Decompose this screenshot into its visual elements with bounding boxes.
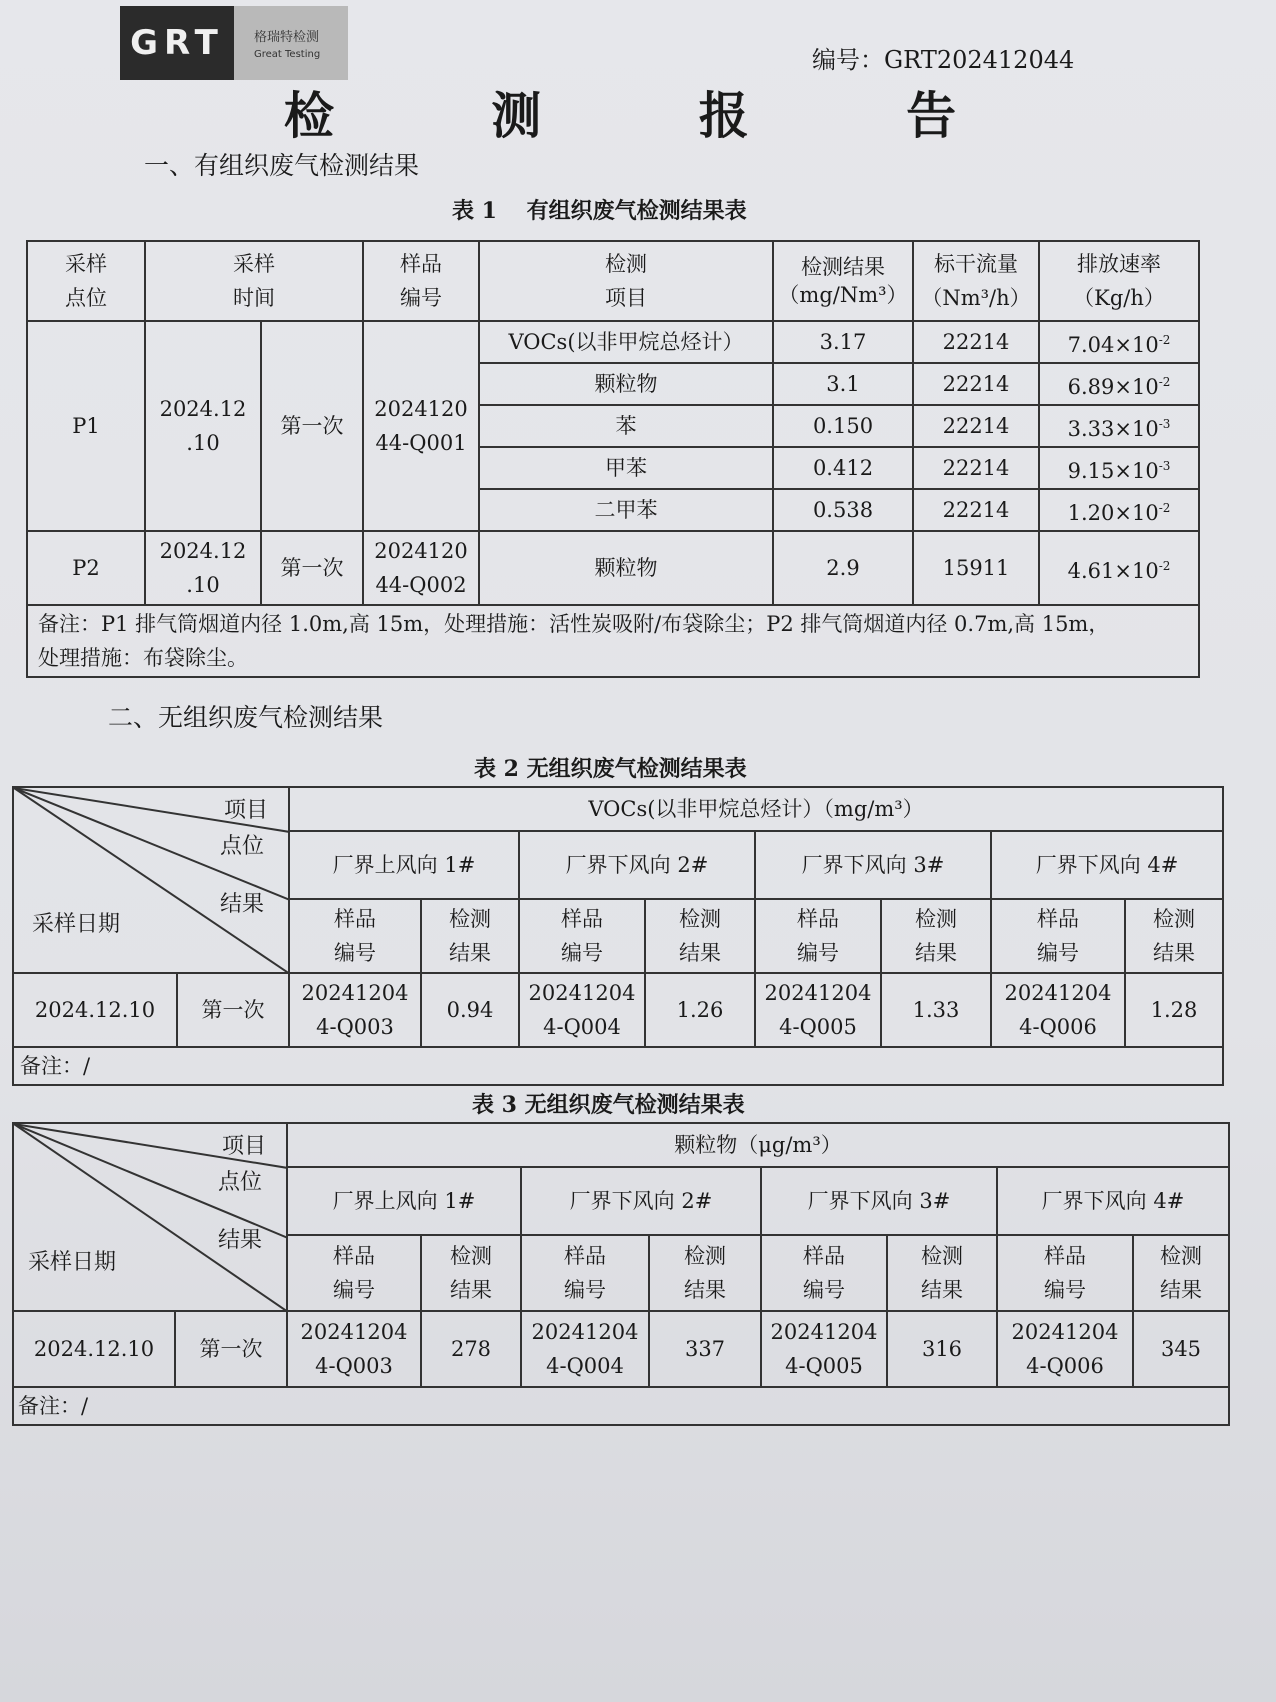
p1-times: 第一次 — [261, 321, 363, 531]
test-result: 278 — [421, 1311, 521, 1387]
p2-result: 2.9 — [773, 531, 913, 605]
header-flow: 标干流量 （Nm³/h） — [913, 241, 1039, 321]
header-sampling-time: 采样 时间 — [145, 241, 363, 321]
table-row — [27, 321, 1199, 363]
sample-no: 20241204 4-Q006 — [997, 1311, 1133, 1387]
sub-sample: 样品 编号 — [755, 899, 881, 973]
p1-flow: 22214 — [913, 321, 1039, 363]
header-result: 检测结果 （mg/Nm³） — [773, 241, 913, 321]
p1-result: 0.150 — [773, 405, 913, 447]
sub-result: 检测 结果 — [421, 899, 519, 973]
sampling-date: 2024.12.10 — [13, 973, 177, 1047]
sample-no: 20241204 4-Q003 — [287, 1311, 421, 1387]
test-result: 1.26 — [645, 973, 755, 1047]
report-number: 编号：GRT202412044 — [812, 46, 1075, 74]
p1-rate: $6.89\times 10^{-2}$ — [1039, 363, 1199, 405]
sub-sample: 样品 编号 — [289, 899, 421, 973]
p1-flow: 22214 — [913, 489, 1039, 531]
p1-item: 二甲苯 — [479, 489, 773, 531]
table-2-note: 备注：/ — [13, 1047, 1223, 1085]
table-1 — [26, 240, 1200, 678]
p2-flow: 15911 — [913, 531, 1039, 605]
logo-mark: GRT — [120, 6, 234, 80]
test-result: 1.33 — [881, 973, 991, 1047]
p1-item: 甲苯 — [479, 447, 773, 489]
logo-text — [234, 6, 348, 80]
sub-sample: 样品 编号 — [287, 1235, 421, 1311]
corner-result-label: 结果 — [218, 1228, 263, 1253]
logo-en: Great Testing — [254, 49, 321, 60]
sample-no: 20241204 4-Q003 — [289, 973, 421, 1047]
sub-result: 检测 结果 — [887, 1235, 997, 1311]
sub-result: 检测 结果 — [649, 1235, 761, 1311]
sampling-times: 第一次 — [175, 1311, 287, 1387]
p1-item: VOCs(以非甲烷总烃计） — [479, 321, 773, 363]
sub-result: 检测 结果 — [1133, 1235, 1229, 1311]
document-title: 检 测 报 告 — [283, 86, 1027, 145]
test-result: 337 — [649, 1311, 761, 1387]
table-3-caption: 表 3 无组织废气检测结果表 — [472, 1092, 745, 1118]
section-1-heading: 一、有组织废气检测结果 — [144, 151, 420, 180]
p1-rate: $1.20\times 10^{-2}$ — [1039, 489, 1199, 531]
table-1-header-row — [27, 241, 1199, 321]
corner-date-label: 采样日期 — [32, 912, 121, 937]
p1-result: 0.412 — [773, 447, 913, 489]
test-result: 316 — [887, 1311, 997, 1387]
corner-date-label: 采样日期 — [28, 1250, 117, 1275]
sample-no: 20241204 4-Q004 — [519, 973, 645, 1047]
p1-item: 苯 — [479, 405, 773, 447]
sub-result: 检测 结果 — [881, 899, 991, 973]
table-2-parameter: VOCs(以非甲烷总烃计）（mg/m³） — [289, 787, 1223, 831]
table-3 — [12, 1122, 1230, 1426]
sub-result: 检测 结果 — [645, 899, 755, 973]
p1-rate: $7.04\times 10^{-2}$ — [1039, 321, 1199, 363]
p1-flow: 22214 — [913, 363, 1039, 405]
section-2-heading: 二、无组织废气检测结果 — [108, 703, 384, 732]
p1-point: P1 — [27, 321, 145, 531]
p1-date: 2024.12 .10 — [145, 321, 261, 531]
location-header: 厂界下风向 4# — [997, 1167, 1229, 1235]
location-header: 厂界下风向 4# — [991, 831, 1223, 899]
sampling-times: 第一次 — [177, 973, 289, 1047]
p2-rate: $4.61\times 10^{-2}$ — [1039, 531, 1199, 605]
p1-sample: 2024120 44-Q001 — [363, 321, 479, 531]
location-header: 厂界下风向 3# — [761, 1167, 997, 1235]
location-header: 厂界上风向 1# — [289, 831, 519, 899]
table-3-note: 备注：/ — [13, 1387, 1229, 1425]
sub-sample: 样品 编号 — [997, 1235, 1133, 1311]
test-result: 0.94 — [421, 973, 519, 1047]
p2-sample: 2024120 44-Q002 — [363, 531, 479, 605]
p2-point: P2 — [27, 531, 145, 605]
p1-flow: 22214 — [913, 447, 1039, 489]
sample-no: 20241204 4-Q006 — [991, 973, 1125, 1047]
sample-no: 20241204 4-Q005 — [755, 973, 881, 1047]
p2-times: 第一次 — [261, 531, 363, 605]
sub-result: 检测 结果 — [421, 1235, 521, 1311]
sample-no: 20241204 4-Q005 — [761, 1311, 887, 1387]
table-2-corner-cell — [13, 787, 289, 973]
grt-logo — [120, 6, 348, 80]
table-3-corner-cell — [13, 1123, 287, 1311]
table-row — [27, 531, 1199, 605]
p1-rate: $9.15\times 10^{-3}$ — [1039, 447, 1199, 489]
p2-date: 2024.12 .10 — [145, 531, 261, 605]
header-sample-no: 样品 编号 — [363, 241, 479, 321]
location-header: 厂界下风向 3# — [755, 831, 991, 899]
header-rate: 排放速率 （Kg/h） — [1039, 241, 1199, 321]
corner-result-label: 结果 — [220, 892, 265, 917]
table-2 — [12, 786, 1224, 1086]
corner-point-label: 点位 — [218, 1170, 263, 1195]
table-2-caption: 表 2 无组织废气检测结果表 — [474, 756, 747, 782]
p1-rate: $3.33\times 10^{-3}$ — [1039, 405, 1199, 447]
logo-cn: 格瑞特检测 — [254, 30, 320, 45]
p1-result: 3.1 — [773, 363, 913, 405]
p1-item: 颗粒物 — [479, 363, 773, 405]
location-header: 厂界下风向 2# — [521, 1167, 761, 1235]
header-test-item: 检测 项目 — [479, 241, 773, 321]
sub-result: 检测 结果 — [1125, 899, 1223, 973]
test-result: 345 — [1133, 1311, 1229, 1387]
corner-item-label: 项目 — [224, 798, 269, 823]
sub-sample: 样品 编号 — [761, 1235, 887, 1311]
location-header: 厂界上风向 1# — [287, 1167, 521, 1235]
p1-result: 0.538 — [773, 489, 913, 531]
p1-flow: 22214 — [913, 405, 1039, 447]
header-sampling-point: 采样 点位 — [27, 241, 145, 321]
sub-sample: 样品 编号 — [991, 899, 1125, 973]
table-1-note-row — [27, 605, 1199, 677]
sampling-date: 2024.12.10 — [13, 1311, 175, 1387]
table-1-note: 备注：P1 排气筒烟道内径 1.0m,高 15m，处理措施：活性炭吸附/布袋除尘；P2 排气筒烟道内径 0.7m,高 15m， 处理措施：布袋除尘。 — [27, 605, 1199, 677]
table-1-caption: 表 1 有组织废气检测结果表 — [452, 198, 747, 224]
test-result: 1.28 — [1125, 973, 1223, 1047]
table-3-parameter: 颗粒物（μg/m³） — [287, 1123, 1229, 1167]
p1-result: 3.17 — [773, 321, 913, 363]
table-row — [13, 973, 1223, 1047]
table-row — [13, 1311, 1229, 1387]
sub-sample: 样品 编号 — [521, 1235, 649, 1311]
p2-item: 颗粒物 — [479, 531, 773, 605]
location-header: 厂界下风向 2# — [519, 831, 755, 899]
corner-item-label: 项目 — [222, 1134, 267, 1159]
corner-point-label: 点位 — [220, 834, 265, 859]
sample-no: 20241204 4-Q004 — [521, 1311, 649, 1387]
sub-sample: 样品 编号 — [519, 899, 645, 973]
